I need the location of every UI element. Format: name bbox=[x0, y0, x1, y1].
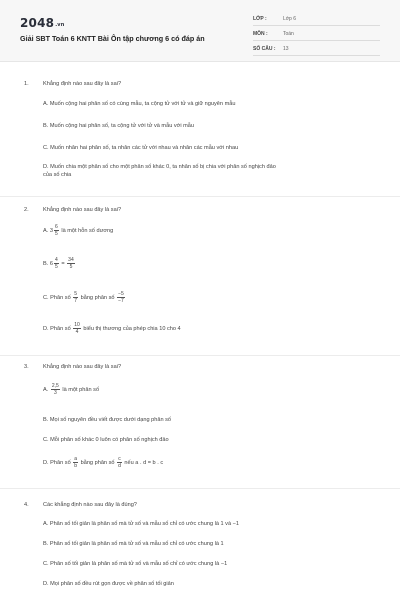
fraction bbox=[117, 456, 122, 469]
meta-row-subject bbox=[253, 27, 380, 41]
denominator: 3 bbox=[53, 390, 57, 396]
option-d-line2: của số chia bbox=[43, 172, 72, 178]
option-suffix: là một hỗn số dương bbox=[61, 227, 114, 234]
denominator: 5 bbox=[69, 264, 73, 270]
site-logo[interactable] bbox=[20, 16, 65, 30]
option-c[interactable] bbox=[43, 291, 363, 304]
option-b[interactable]: B. Phân số tối giản là phân số mà tử số và mẫu số chỉ có ước chung là 1 bbox=[43, 541, 224, 547]
question-number: 2. bbox=[24, 207, 29, 213]
numerator: −5 bbox=[118, 291, 124, 297]
fraction bbox=[54, 257, 59, 270]
option-a[interactable]: A. Muốn cộng hai phân số có cùng mẫu, ta cộng tử với tử và giữ nguyên mẫu bbox=[43, 101, 236, 107]
fraction bbox=[117, 291, 125, 304]
fraction bbox=[67, 257, 75, 270]
question-divider bbox=[0, 196, 400, 197]
meta-value: Toán bbox=[283, 31, 294, 37]
meta-value: 13 bbox=[283, 46, 289, 52]
question-divider bbox=[0, 488, 400, 489]
meta-label: SỐ CÂU : bbox=[253, 46, 276, 52]
question-number: 4. bbox=[24, 502, 29, 508]
question-number: 3. bbox=[24, 364, 29, 370]
option-prefix: D. Phân số bbox=[43, 325, 71, 332]
mixed-whole: 3 bbox=[49, 227, 53, 234]
fraction bbox=[54, 224, 59, 237]
denominator: 5 bbox=[54, 231, 58, 237]
mixed-number bbox=[50, 257, 60, 270]
denominator: d bbox=[118, 463, 121, 469]
logo-text: 2048 bbox=[20, 16, 55, 30]
question-divider bbox=[0, 355, 400, 356]
option-suffix: biểu thị thương của phép chia 10 cho 4 bbox=[83, 325, 181, 332]
option-prefix: B. bbox=[43, 260, 49, 267]
numerator: 4 bbox=[54, 257, 58, 263]
denominator: 7 bbox=[74, 298, 78, 304]
option-suffix: là một phân số bbox=[62, 386, 100, 393]
option-suffix: nếu a . d = b . c bbox=[124, 459, 164, 466]
numerator: 34 bbox=[68, 257, 74, 263]
question-text: Khẳng định nào sau đây là sai? bbox=[43, 207, 122, 213]
denominator: 5 bbox=[54, 264, 58, 270]
numerator: c bbox=[118, 456, 121, 462]
option-c[interactable]: C. Mỗi phân số khác 0 luôn có phân số nghịch đảo bbox=[43, 437, 169, 443]
question-text: Khẳng định nào sau đây là sai? bbox=[43, 81, 122, 87]
numerator: 5 bbox=[74, 291, 78, 297]
option-a[interactable] bbox=[43, 383, 363, 396]
fraction bbox=[73, 291, 78, 304]
fraction bbox=[51, 383, 60, 396]
numerator: 10 bbox=[74, 322, 80, 328]
equals-sign: = bbox=[61, 260, 65, 267]
question-number: 1. bbox=[24, 81, 29, 87]
option-a[interactable]: A. Phân số tối giản là phân số mà tử số và mẫu số chỉ có ước chung là 1 và −1 bbox=[43, 521, 240, 527]
denominator: 4 bbox=[75, 329, 79, 335]
mixed-number bbox=[50, 224, 60, 237]
numerator: a bbox=[74, 456, 78, 462]
question-text: Khẳng định nào sau đây là sai? bbox=[43, 364, 122, 370]
option-prefix: A. bbox=[43, 386, 49, 393]
question-text: Các khẳng định nào sau đây là đúng? bbox=[43, 502, 137, 508]
page-title: Giải SBT Toán 6 KNTT Bài Ôn tập chương 6 có đáp án bbox=[20, 34, 205, 43]
numerator: 6 bbox=[54, 224, 58, 230]
option-a[interactable] bbox=[43, 224, 363, 237]
logo-tld: .vn bbox=[55, 22, 65, 28]
option-d[interactable] bbox=[43, 322, 363, 335]
option-mid: bằng phân số bbox=[80, 459, 115, 466]
option-c[interactable]: C. Muốn nhân hai phân số, ta nhân các tử với nhau và nhân các mẫu với nhau bbox=[43, 145, 239, 151]
option-b[interactable]: B. Mọi số nguyên đều viết được dưới dạng phân số bbox=[43, 417, 172, 423]
option-d-line1: D. Muốn chia một phân số cho một phân số khác 0, ta nhân số bị chia với phân số nghịch đảo bbox=[43, 164, 276, 170]
meta-value: Lớp 6 bbox=[283, 16, 297, 22]
option-b[interactable] bbox=[43, 257, 363, 270]
option-d[interactable] bbox=[43, 163, 363, 179]
denominator: −7 bbox=[118, 298, 124, 304]
option-b[interactable]: B. Muốn cộng hai phân số, ta cộng tử với tử và mẫu với mẫu bbox=[43, 123, 195, 129]
fraction bbox=[73, 322, 81, 335]
meta-label: LỚP : bbox=[253, 16, 267, 22]
option-prefix: A. bbox=[43, 227, 49, 234]
option-mid: bằng phân số bbox=[80, 294, 115, 301]
meta-row-class bbox=[253, 12, 380, 26]
option-prefix: C. Phân số bbox=[43, 294, 71, 301]
numerator: 2,5 bbox=[51, 383, 59, 389]
option-d[interactable]: D. Mọi phân số đều rút gọn được về phân số tối giản bbox=[43, 581, 174, 587]
denominator: b bbox=[74, 463, 78, 469]
meta-row-count bbox=[253, 42, 380, 56]
option-prefix: D. Phân số bbox=[43, 459, 71, 466]
document-header bbox=[0, 0, 400, 62]
option-c[interactable]: C. Phân số tối giản là phân số mà tử số và mẫu số chỉ có ước chung là −1 bbox=[43, 561, 228, 567]
meta-label: MÔN : bbox=[253, 31, 268, 37]
mixed-whole: 6 bbox=[49, 260, 53, 267]
fraction bbox=[73, 456, 78, 469]
option-d[interactable] bbox=[43, 456, 363, 469]
